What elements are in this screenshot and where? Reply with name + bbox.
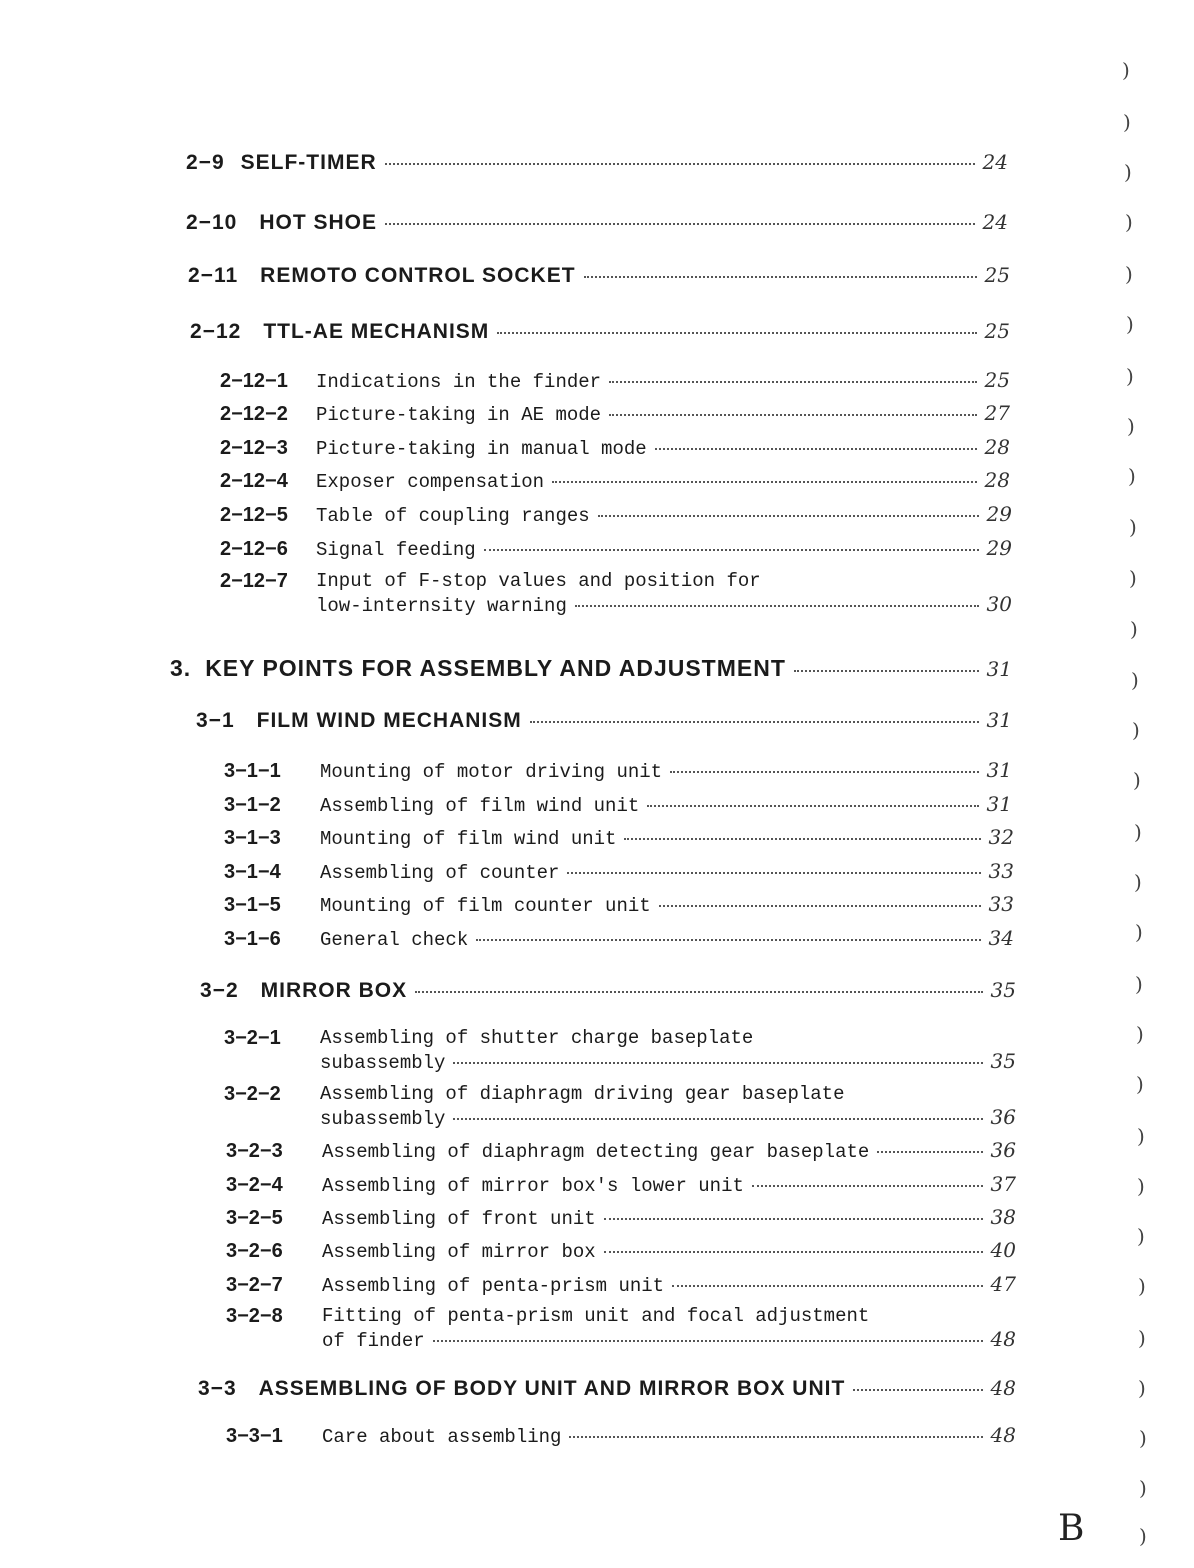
page-number: 31 xyxy=(986,792,1012,816)
subsection-title-line2-row xyxy=(320,1049,1016,1074)
page-number: 34 xyxy=(988,926,1014,950)
page-number: 40 xyxy=(990,1238,1016,1262)
subsection-number: 2−12−2 xyxy=(220,403,288,425)
subsection-number: 3−1−2 xyxy=(224,794,281,816)
dot-leader xyxy=(604,1218,983,1220)
subsection-number: 3−1−4 xyxy=(224,861,281,883)
subsection-title: Exposer compensation xyxy=(316,471,545,493)
subsection-title: Signal feeding xyxy=(316,539,476,561)
dot-leader xyxy=(453,1062,982,1064)
binding-hole-mark: ) xyxy=(1139,1426,1147,1450)
subsection-number: 3−2−4 xyxy=(226,1174,283,1196)
subsection-title-line1: Input of F-stop values and position for xyxy=(316,570,761,592)
toc-entry xyxy=(226,1423,1016,1448)
toc-entry xyxy=(220,468,1010,493)
binding-hole-mark: ) xyxy=(1125,210,1133,234)
subsection-title-line2: low-internsity warning xyxy=(316,595,567,617)
subsection-title: Indications in the finder xyxy=(316,371,602,393)
dot-leader xyxy=(415,991,982,993)
subsection-number: 2−12−5 xyxy=(220,504,288,526)
subsection-title: Care about assembling xyxy=(322,1426,562,1448)
dot-leader xyxy=(552,481,977,483)
subsection-title: Assembling of diaphragm detecting gear baseplate xyxy=(322,1141,870,1163)
binding-hole-mark: ) xyxy=(1135,972,1143,996)
toc-entry xyxy=(220,368,1010,393)
dot-leader xyxy=(672,1285,982,1287)
subsection-title: Table of coupling ranges xyxy=(316,505,590,527)
subsection-number: 3−1−5 xyxy=(224,894,281,916)
dot-leader xyxy=(647,805,978,807)
subsection-number: 3−2−6 xyxy=(226,1240,283,1262)
subsection-number: 3−2−1 xyxy=(224,1027,281,1049)
subsection-title-line2-row xyxy=(316,592,1012,617)
section-number: 3−3 xyxy=(198,1377,237,1400)
dot-leader xyxy=(575,605,979,607)
dot-leader xyxy=(385,223,975,225)
page-number: 31 xyxy=(986,708,1012,732)
section-title: TTL-AE MECHANISM xyxy=(263,320,490,343)
section-title: MIRROR BOX xyxy=(260,979,408,1002)
binding-hole-mark: ) xyxy=(1129,566,1137,590)
subsection-number: 3−1−6 xyxy=(224,928,281,950)
subsection-title-line2: subassembly xyxy=(320,1052,446,1074)
subsection-number: 2−12−3 xyxy=(220,437,288,459)
page-number: 37 xyxy=(990,1172,1016,1196)
section-number: 2−9 xyxy=(186,151,225,174)
section-number: 2−11 xyxy=(188,264,239,287)
subsection-title: Assembling of counter xyxy=(320,862,560,884)
dot-leader xyxy=(598,515,979,517)
section-title: FILM WIND MECHANISM xyxy=(256,709,522,732)
subsection-number: 3−1−1 xyxy=(224,760,281,782)
page-number: 25 xyxy=(984,319,1010,343)
binding-hole-mark: ) xyxy=(1134,870,1142,894)
subsection-title: Mounting of film counter unit xyxy=(320,895,651,917)
toc-entry xyxy=(200,978,1016,1003)
section-number: 2−10 xyxy=(186,211,238,234)
dot-leader xyxy=(385,163,975,165)
binding-hole-mark: ) xyxy=(1125,262,1133,286)
dot-leader xyxy=(877,1151,982,1153)
subsection-title: Mounting of motor driving unit xyxy=(320,761,663,783)
dot-leader xyxy=(659,905,981,907)
subsection-number: 3−2−2 xyxy=(224,1083,281,1105)
dot-leader xyxy=(609,381,977,383)
toc-entry xyxy=(190,319,1010,344)
subsection-title: Picture-taking in AE mode xyxy=(316,404,602,426)
section-number: 3−1 xyxy=(196,709,235,732)
page-number: 38 xyxy=(990,1205,1016,1229)
toc-entry xyxy=(220,570,1012,616)
subsection-title: Assembling of front unit xyxy=(322,1208,596,1230)
dot-leader xyxy=(530,721,979,723)
toc-entry xyxy=(224,859,1014,884)
toc-entry xyxy=(226,1238,1016,1263)
subsection-title: Mounting of film wind unit xyxy=(320,828,617,850)
toc-entry xyxy=(224,926,1014,951)
toc-entry xyxy=(220,401,1010,426)
binding-hole-mark: ) xyxy=(1137,1174,1145,1198)
page-number: 36 xyxy=(990,1138,1016,1162)
binding-hole-mark: ) xyxy=(1137,1124,1145,1148)
subsection-number: 3−1−3 xyxy=(224,827,281,849)
toc-entry xyxy=(198,1376,1016,1401)
dot-leader xyxy=(569,1436,982,1438)
dot-leader xyxy=(655,448,977,450)
toc-entry xyxy=(188,263,1010,288)
toc-entry xyxy=(220,502,1012,527)
page-number: 28 xyxy=(984,468,1010,492)
subsection-title-line2: subassembly xyxy=(320,1108,446,1130)
toc-entry xyxy=(224,792,1012,817)
chapter-title: KEY POINTS FOR ASSEMBLY AND ADJUSTMENT xyxy=(205,655,786,681)
subsection-number: 3−2−5 xyxy=(226,1207,283,1229)
dot-leader xyxy=(752,1185,983,1187)
binding-hole-mark: ) xyxy=(1136,1072,1144,1096)
page-number: 33 xyxy=(988,892,1014,916)
binding-hole-mark: ) xyxy=(1129,515,1137,539)
page-number: 33 xyxy=(988,859,1014,883)
binding-hole-mark: ) xyxy=(1132,718,1140,742)
page-number: 24 xyxy=(982,210,1008,234)
binding-hole-mark: ) xyxy=(1122,58,1130,82)
binding-hole-mark: ) xyxy=(1137,1224,1145,1248)
page-number: 29 xyxy=(986,536,1012,560)
dot-leader xyxy=(433,1340,983,1342)
subsection-title-line2: of finder xyxy=(322,1330,425,1352)
toc-entry xyxy=(224,758,1012,783)
section-title: SELF-TIMER xyxy=(240,151,377,174)
subsection-title-line1: Assembling of diaphragm driving gear baseplate xyxy=(320,1083,845,1105)
page-number: 47 xyxy=(990,1272,1016,1296)
binding-hole-mark: ) xyxy=(1126,312,1134,336)
subsection-number: 2−12−4 xyxy=(220,470,288,492)
binding-hole-mark: ) xyxy=(1128,464,1136,488)
binding-hole-mark: ) xyxy=(1126,364,1134,388)
toc-entry xyxy=(224,1027,1016,1073)
dot-leader xyxy=(453,1118,982,1120)
binding-hole-mark: ) xyxy=(1127,414,1135,438)
section-title: HOT SHOE xyxy=(259,211,377,234)
subsection-title-line1: Fitting of penta-prism unit and focal adjustment xyxy=(322,1305,870,1327)
subsection-title: Assembling of mirror box's lower unit xyxy=(322,1175,744,1197)
binding-hole-mark: ) xyxy=(1123,110,1131,134)
binding-hole-mark: ) xyxy=(1135,920,1143,944)
toc-entry xyxy=(220,435,1010,460)
page-number: 35 xyxy=(990,978,1016,1002)
binding-hole-mark: ) xyxy=(1138,1274,1146,1298)
binding-hole-mark: ) xyxy=(1124,160,1132,184)
toc-entry xyxy=(226,1172,1016,1197)
subsection-title-line1: Assembling of shutter charge baseplate xyxy=(320,1027,754,1049)
subsection-number: 3−2−8 xyxy=(226,1305,283,1327)
toc-entry xyxy=(224,892,1014,917)
toc-entry xyxy=(226,1305,1016,1351)
page-number: 30 xyxy=(986,592,1012,616)
subsection-title: Assembling of film wind unit xyxy=(320,795,640,817)
binding-hole-mark: ) xyxy=(1133,768,1141,792)
subsection-title: Assembling of mirror box xyxy=(322,1241,596,1263)
page-number: 29 xyxy=(986,502,1012,526)
binding-hole-mark: ) xyxy=(1134,820,1142,844)
binding-hole-mark: ) xyxy=(1139,1524,1147,1548)
section-number: 3−2 xyxy=(200,979,239,1002)
dot-leader xyxy=(476,939,980,941)
page-number: 31 xyxy=(986,758,1012,782)
page-number: 32 xyxy=(988,825,1014,849)
page-number: 31 xyxy=(986,657,1012,681)
subsection-title: Assembling of penta-prism unit xyxy=(322,1275,665,1297)
toc-entry xyxy=(224,1083,1016,1129)
subsection-number: 2−12−1 xyxy=(220,370,288,392)
subsection-title-line2-row xyxy=(320,1105,1016,1130)
page-number: 48 xyxy=(990,1423,1016,1447)
toc-entry xyxy=(186,210,1008,235)
page-number: 25 xyxy=(984,368,1010,392)
toc-entry xyxy=(226,1205,1016,1230)
section-title: ASSEMBLING OF BODY UNIT AND MIRROR BOX UNIT xyxy=(258,1377,846,1400)
subsection-number: 3−2−7 xyxy=(226,1274,283,1296)
binding-hole-mark: ) xyxy=(1130,617,1138,641)
binding-hole-mark: ) xyxy=(1131,668,1139,692)
subsection-title: General check xyxy=(320,929,469,951)
toc-entry xyxy=(170,655,1012,682)
subsection-number: 3−2−3 xyxy=(226,1140,283,1162)
subsection-number: 2−12−7 xyxy=(220,570,288,592)
dot-leader xyxy=(604,1251,983,1253)
toc-entry xyxy=(226,1138,1016,1163)
binding-hole-mark: ) xyxy=(1138,1376,1146,1400)
binding-hole-mark: ) xyxy=(1138,1326,1146,1350)
page-number: 25 xyxy=(984,263,1010,287)
subsection-title: Picture-taking in manual mode xyxy=(316,438,647,460)
dot-leader xyxy=(567,872,980,874)
chapter-number: 3. xyxy=(170,655,192,681)
subsection-title-line2-row xyxy=(322,1327,1016,1352)
section-title: REMOTO CONTROL SOCKET xyxy=(260,264,576,287)
toc-entry xyxy=(196,708,1012,733)
page-number: 24 xyxy=(982,150,1008,174)
subsection-number: 3−3−1 xyxy=(226,1425,283,1447)
binding-hole-mark: ) xyxy=(1139,1476,1147,1500)
page-number: 27 xyxy=(984,401,1010,425)
page-number: 35 xyxy=(990,1049,1016,1073)
dot-leader xyxy=(584,276,977,278)
dot-leader xyxy=(624,838,980,840)
binding-hole-mark: ) xyxy=(1136,1022,1144,1046)
toc-entry xyxy=(226,1272,1016,1297)
toc-entry xyxy=(220,536,1012,561)
page-number: 28 xyxy=(984,435,1010,459)
page-number: 48 xyxy=(990,1376,1016,1400)
corner-handwritten-mark: B xyxy=(1058,1508,1085,1549)
dot-leader xyxy=(794,670,979,672)
dot-leader xyxy=(609,414,977,416)
toc-entry xyxy=(224,825,1014,850)
dot-leader xyxy=(853,1389,982,1391)
section-number: 2−12 xyxy=(190,320,242,343)
toc-entry xyxy=(186,150,1008,175)
page-number: 36 xyxy=(990,1105,1016,1129)
dot-leader xyxy=(497,332,976,334)
dot-leader xyxy=(484,549,979,551)
page-number: 48 xyxy=(990,1327,1016,1351)
dot-leader xyxy=(670,771,978,773)
subsection-number: 2−12−6 xyxy=(220,538,288,560)
